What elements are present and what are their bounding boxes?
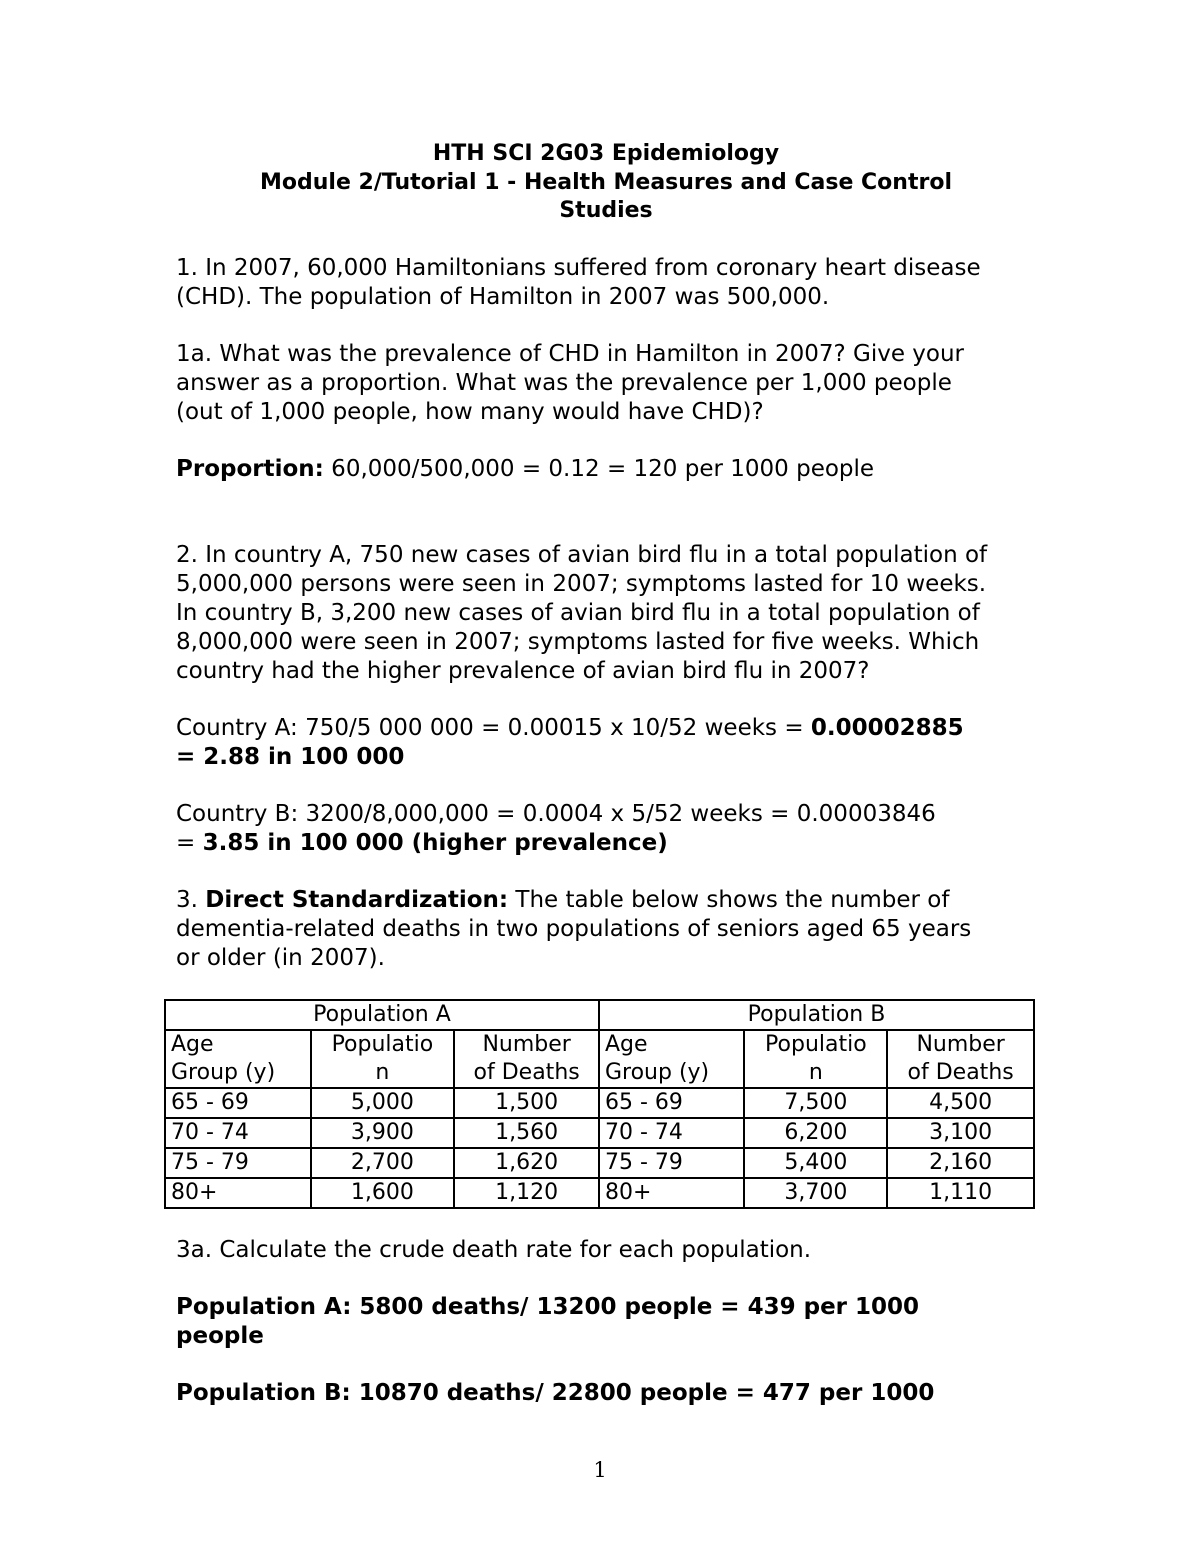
- age-b: 75 - 79: [599, 1148, 745, 1178]
- population-a: 2,700: [311, 1148, 455, 1178]
- q3a-answer-a-line2: people: [176, 1323, 264, 1349]
- deaths-b: 2,160: [887, 1148, 1034, 1178]
- q1-answer-text: 60,000/500,000 = 0.12 = 120 per 1000 people: [323, 455, 875, 482]
- q1-text-line1: 1. In 2007, 60,000 Hamiltonians suffered from coronary heart disease: [176, 254, 981, 281]
- q3-line3: or older (in 2007).: [176, 944, 385, 971]
- q2-line3: In country B, 3,200 new cases of avian bird flu in a total population of: [176, 599, 980, 626]
- table-row: [165, 1148, 1034, 1178]
- deaths-b: 1,110: [887, 1178, 1034, 1208]
- age-a: 75 - 79: [165, 1148, 311, 1178]
- q1-answer: [176, 455, 1036, 484]
- document-body: [176, 140, 1036, 973]
- q2-answer-a: [176, 714, 1036, 743]
- q3a-answer-a-line1: Population A: 5800 deaths/ 13200 people = 439 per 1000: [176, 1294, 920, 1320]
- q3a-question: 3a. Calculate the crude death rate for each population.: [176, 1237, 812, 1263]
- q2-line4: 8,000,000 were seen in 2007; symptoms lasted for five weeks. Which: [176, 628, 980, 655]
- q2-answer-a-value: 0.00002885: [810, 714, 964, 741]
- age-a: 65 - 69: [165, 1088, 311, 1118]
- dementia-deaths-table: [164, 999, 1035, 1209]
- q2-line1: 2. In country A, 750 new cases of avian bird flu in a total population of: [176, 541, 988, 568]
- age-b: 70 - 74: [599, 1118, 745, 1148]
- population-a: 5,000: [311, 1088, 455, 1118]
- population-b: 6,200: [744, 1118, 887, 1148]
- col-population-b: Populatio n: [744, 1030, 887, 1088]
- q3-line2: dementia-related deaths in two populations of seniors aged 65 years: [176, 915, 972, 942]
- q1a-line3: (out of 1,000 people, how many would have CHD)?: [176, 398, 764, 425]
- deaths-a: 1,500: [454, 1088, 599, 1118]
- table-header-row-columns: [165, 1030, 1034, 1088]
- population-b: 7,500: [744, 1088, 887, 1118]
- q2-line5: country had the higher prevalence of avian bird flu in 2007?: [176, 657, 870, 684]
- q3-line1-rest: The table below shows the number of: [508, 886, 950, 913]
- q1a-line2: answer as a proportion. What was the prevalence per 1,000 people: [176, 369, 952, 396]
- header-population-a: Population A: [165, 1000, 599, 1030]
- col-age-group-b: Age Group (y): [599, 1030, 745, 1088]
- header-population-b: Population B: [599, 1000, 1034, 1030]
- table-row: [165, 1088, 1034, 1118]
- deaths-a: 1,560: [454, 1118, 599, 1148]
- age-b: 80+: [599, 1178, 745, 1208]
- age-a: 70 - 74: [165, 1118, 311, 1148]
- q2-answer-a-result-text: = 2.88 in 100 000: [176, 743, 405, 770]
- table-row: [165, 1178, 1034, 1208]
- deaths-a: 1,120: [454, 1178, 599, 1208]
- population-b: 5,400: [744, 1148, 887, 1178]
- q2-answer-b-eq: =: [176, 829, 203, 856]
- age-a: 80+: [165, 1178, 311, 1208]
- q1a-line1: 1a. What was the prevalence of CHD in Hamilton in 2007? Give your: [176, 340, 964, 367]
- q1-text-line2: (CHD). The population of Hamilton in 2007 was 500,000.: [176, 283, 830, 310]
- q2-answer-b-result-text: 3.85 in 100 000 (higher prevalence): [202, 829, 668, 856]
- q2-line2: 5,000,000 persons were seen in 2007; symptoms lasted for 10 weeks.: [176, 570, 987, 597]
- population-a: 3,900: [311, 1118, 455, 1148]
- q3-number: 3.: [176, 886, 206, 913]
- module-title: Module 2/Tutorial 1 - Health Measures and Case Control: [260, 169, 952, 195]
- q2-answer-b-result: [176, 829, 1036, 858]
- col-age-group-a: Age Group (y): [165, 1030, 311, 1088]
- population-b: 3,700: [744, 1178, 887, 1208]
- page-number: 1: [593, 1458, 607, 1482]
- col-deaths-b: Number of Deaths: [887, 1030, 1034, 1088]
- q3-answers: [176, 1236, 1036, 1408]
- col-deaths-a: Number of Deaths: [454, 1030, 599, 1088]
- q2-answer-a-result: [176, 743, 1036, 772]
- q3-label: Direct Standardization:: [205, 886, 509, 913]
- module-title-cont: Studies: [559, 198, 653, 223]
- col-population-a: Populatio n: [311, 1030, 455, 1088]
- table-header-row-populations: [165, 1000, 1034, 1030]
- course-title: HTH SCI 2G03 Epidemiology: [432, 141, 780, 166]
- q3a-answer-b-line1: Population B: 10870 deaths/ 22800 people = 477 per 1000: [176, 1380, 935, 1406]
- q3-line1: [176, 886, 1036, 915]
- deaths-a: 1,620: [454, 1148, 599, 1178]
- deaths-b: 3,100: [887, 1118, 1034, 1148]
- q1-answer-label: Proportion:: [176, 455, 324, 482]
- q2-answer-a-text: Country A: 750/5 000 000 = 0.00015 x 10/52 weeks =: [176, 714, 811, 741]
- q2-answer-b: Country B: 3200/8,000,000 = 0.0004 x 5/52 weeks = 0.00003846: [176, 800, 936, 827]
- population-a: 1,600: [311, 1178, 455, 1208]
- age-b: 65 - 69: [599, 1088, 745, 1118]
- table-row: [165, 1118, 1034, 1148]
- deaths-b: 4,500: [887, 1088, 1034, 1118]
